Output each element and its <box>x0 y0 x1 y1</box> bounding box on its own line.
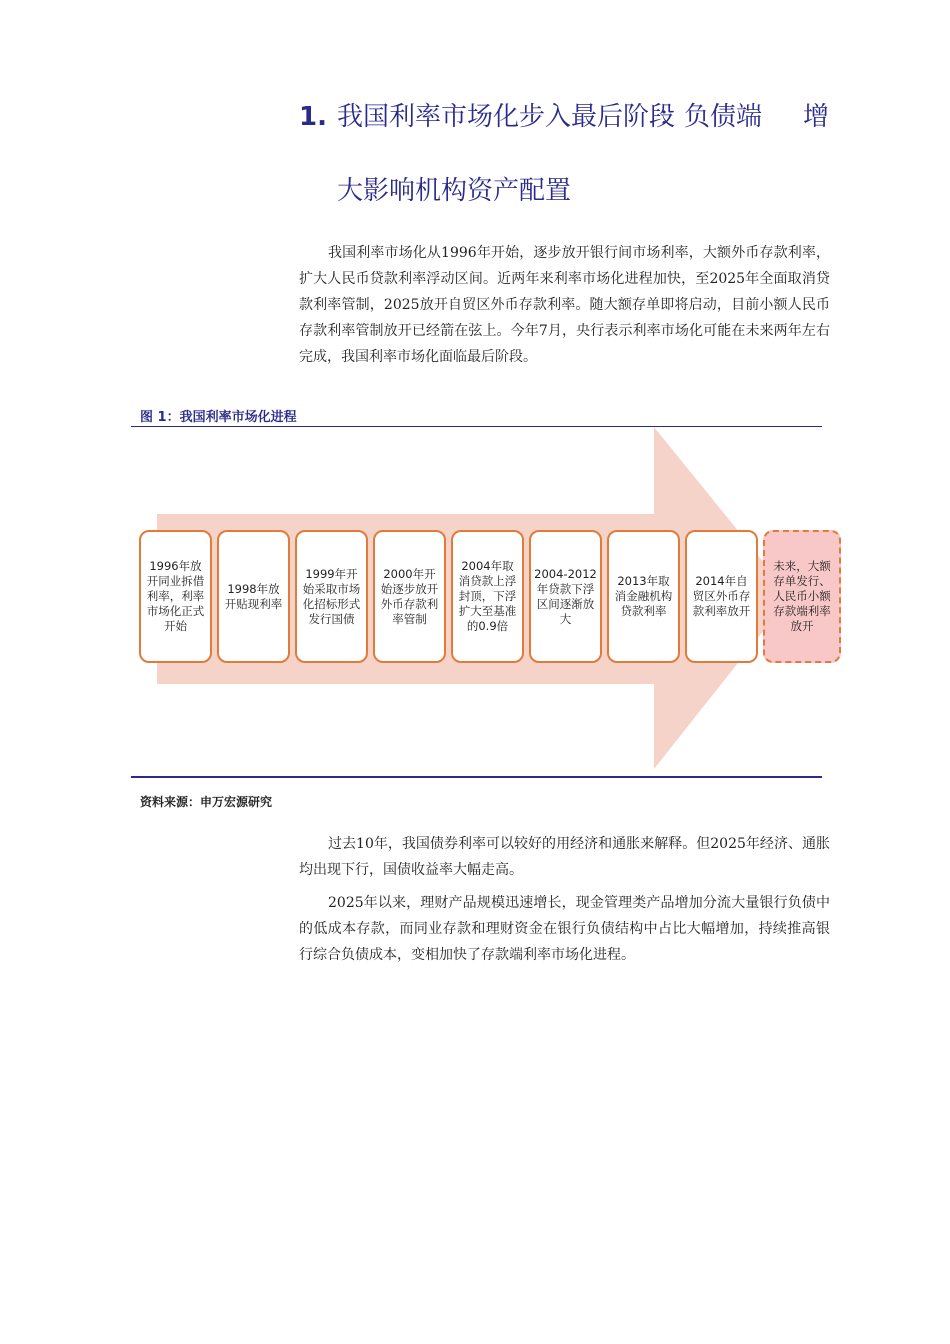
timeline-step-2000 <box>373 530 446 663</box>
heading-line2: 大影响机构资产配置 <box>337 176 572 206</box>
timeline-step-1996 <box>139 530 212 663</box>
timeline-step-2004 <box>451 530 524 663</box>
timeline-step-text: 1999年开始采取市场化招标形式发行国债 <box>302 566 361 626</box>
timeline-step-2013 <box>607 530 680 663</box>
timeline-step-1998 <box>217 530 290 663</box>
figure-source: 资料来源：申万宏源研究 <box>140 795 273 809</box>
timeline-step-text: 未来，大额存单发行、人民币小额存款端利率放开 <box>773 559 831 633</box>
timeline-step-2004-2012 <box>529 530 602 663</box>
timeline-step-text: 2004-2012年贷款下浮区间逐渐放大 <box>534 566 597 626</box>
heading-line1-right: 增 <box>803 102 830 132</box>
heading-line1-left: 我国利率市场化步入最后阶段 <box>337 102 676 132</box>
timeline-step-2014 <box>685 530 758 663</box>
timeline-step-future <box>763 530 841 663</box>
figure-bottom-rule <box>131 776 822 778</box>
timeline-step-text: 2004年取消贷款上浮封顶，下浮扩大至基准的0.9倍 <box>458 559 517 633</box>
body-paragraph-3: 2025年以来，理财产品规模迅速增长，现金管理类产品增加分流大量银行负债中的低成本存款，而同业存款和理财资金在银行负债结构中占比大幅增加，持续推高银行综合负债成本，变相加快了存款端利率市场化进程。 <box>299 895 830 963</box>
heading-number: 1. <box>299 102 327 132</box>
body-paragraph-1: 我国利率市场化从1996年开始，逐步放开银行间市场利率，大额外币存款利率，扩大人民币贷款利率浮动区间。近两年来利率市场化进程加快，至2025年全面取消贷款利率管制，2025放开自贸区外币存款利率。随大额存单即将启动，目前小额人民币存款利率管制放开已经箭在弦上。今年7月，央行表示利率市场化可能在未来两年左右完成，我国利率市场化面临最后阶段。 <box>299 245 830 365</box>
timeline-step-1999 <box>295 530 368 663</box>
timeline-step-text: 2014年自贸区外币存款利率放开 <box>692 574 751 618</box>
timeline-step-text: 1998年放开贴现利率 <box>224 581 283 611</box>
heading-line1-mid: ：负债端 <box>658 102 763 132</box>
body-paragraph-2: 过去10年，我国债券利率可以较好的用经济和通胀来解释。但2025年经济、通胀均出现下行，国债收益率大幅走高。 <box>299 836 830 878</box>
timeline-figure <box>131 427 831 775</box>
figure-title: 图 1：我国利率市场化进程 <box>140 410 297 425</box>
timeline-step-text: 2000年开始逐步放开外币存款利率管制 <box>380 566 439 626</box>
timeline-step-text: 2013年取消金融机构贷款利率 <box>614 574 673 618</box>
timeline-step-text: 1996年放开同业拆借利率，利率市场化正式开始 <box>146 559 205 633</box>
